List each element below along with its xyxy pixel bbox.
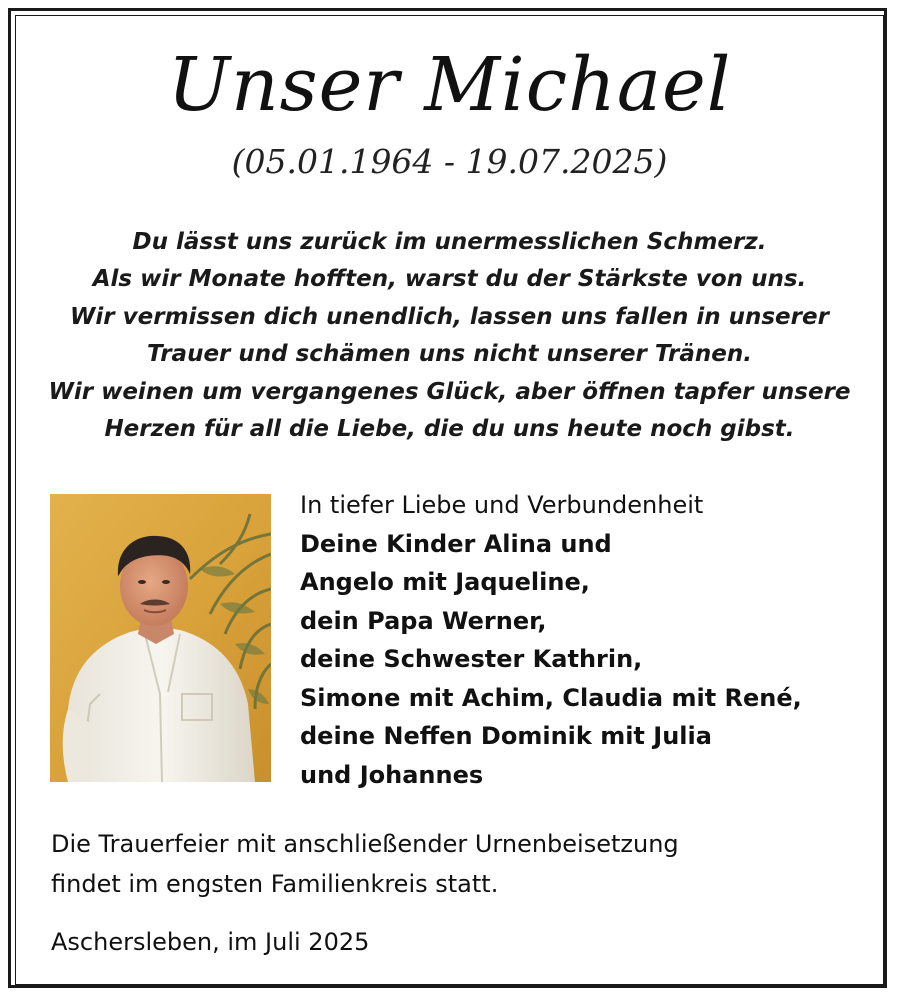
mourner-line: Simone mit Achim, Claudia mit René,	[300, 683, 802, 712]
service-line: Die Trauerfeier mit anschließender Urnenbeisetzung	[51, 830, 679, 858]
mourner-line: Angelo mit Jaqueline,	[300, 568, 590, 596]
service-line: findet im engsten Familienkreis statt.	[51, 870, 499, 898]
portrait-photo	[50, 494, 271, 782]
mourner-line: Deine Kinder Alina und	[300, 529, 612, 558]
poem-line: Trauer und schämen uns nicht unserer Tränen.	[147, 341, 752, 368]
obituary-title: Unser Michael	[167, 42, 732, 128]
mourner-line: dein Papa Werner,	[300, 606, 547, 635]
poem-line: Als wir Monate hofften, warst du der Stärkste von uns.	[92, 266, 807, 293]
poem-line: Herzen für all die Liebe, die du uns heute noch gibst.	[104, 416, 795, 443]
mourner-line: deine Schwester Kathrin,	[300, 645, 643, 673]
place-and-date: Aschersleben, im Juli 2025	[51, 928, 370, 956]
family-signoff	[300, 486, 860, 794]
mourner-line: und Johannes	[300, 760, 484, 789]
poem-line: Du lässt uns zurück im unermesslichen Schmerz.	[132, 229, 767, 255]
mourner-line: deine Neffen Dominik mit Julia	[300, 722, 712, 750]
memorial-poem	[20, 224, 879, 448]
life-dates: (05.01.1964 - 19.07.2025)	[231, 142, 668, 181]
poem-line: Wir weinen um vergangenes Glück, aber öffnen tapfer unsere	[48, 378, 851, 405]
funeral-service-notice	[51, 824, 871, 904]
signoff-intro: In tiefer Liebe und Verbundenheit	[300, 491, 704, 519]
poem-line: Wir vermissen dich unendlich, lassen uns fallen in unserer	[70, 303, 829, 330]
